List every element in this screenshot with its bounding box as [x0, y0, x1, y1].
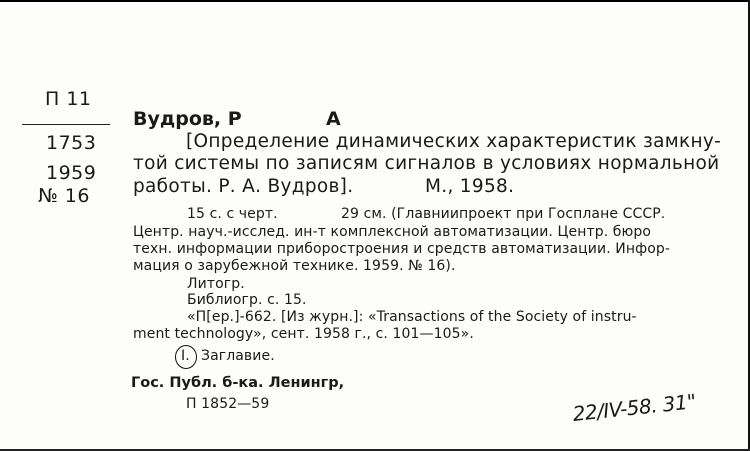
title-line-3: работы. Р. А. Вудров]. — [133, 176, 354, 197]
subject-label: Заглавие. — [201, 348, 275, 364]
library-name: Гос. Публ. б-ка. Ленингр, — [131, 375, 345, 391]
title-place-year: М., 1958. — [425, 176, 515, 197]
year: 1959 — [46, 162, 97, 184]
note-translation-2: ment technology», сент. 1958 г., с. 101—105». — [133, 326, 474, 342]
call-number: П 11 — [45, 88, 92, 110]
details-line-4: мация о зарубежной технике. 1959. № 16). — [133, 258, 456, 274]
library-code: П 1852—59 — [186, 396, 270, 412]
note-bibliography: Библиогр. с. 15. — [187, 292, 307, 308]
handwritten-annotation: 22/IV-58. 31" — [571, 389, 697, 426]
title-line-2: той системы по записям сигналов в условиях нормальной — [133, 153, 720, 174]
card-top-edge — [0, 0, 750, 6]
details-line-1a: 15 с. с черт. — [187, 206, 278, 222]
issue-number: № 16 — [38, 185, 90, 207]
details-line-2: Центр. науч.-исслед. ин-т комплексной автоматизации. Центр. бюро — [133, 224, 652, 240]
code-number: 1753 — [46, 132, 97, 154]
left-divider — [22, 124, 110, 125]
details-line-3: техн. информации приборостроения и средств автоматизации. Инфор- — [133, 241, 671, 257]
note-litho: Литогр. — [187, 276, 245, 292]
details-line-1b: 29 см. (Главниипроект при Госплане СССР. — [341, 206, 666, 222]
note-translation-1: «П[ер.]-662. [Из журн.]: «Transactions of the Society of instru- — [187, 309, 637, 325]
subject-number: I. — [181, 348, 190, 364]
author-initial: А — [326, 108, 341, 130]
title-line-1: [Определение динамических характеристик замкну- — [186, 131, 722, 152]
author-surname: Вудров, Р — [133, 108, 242, 130]
